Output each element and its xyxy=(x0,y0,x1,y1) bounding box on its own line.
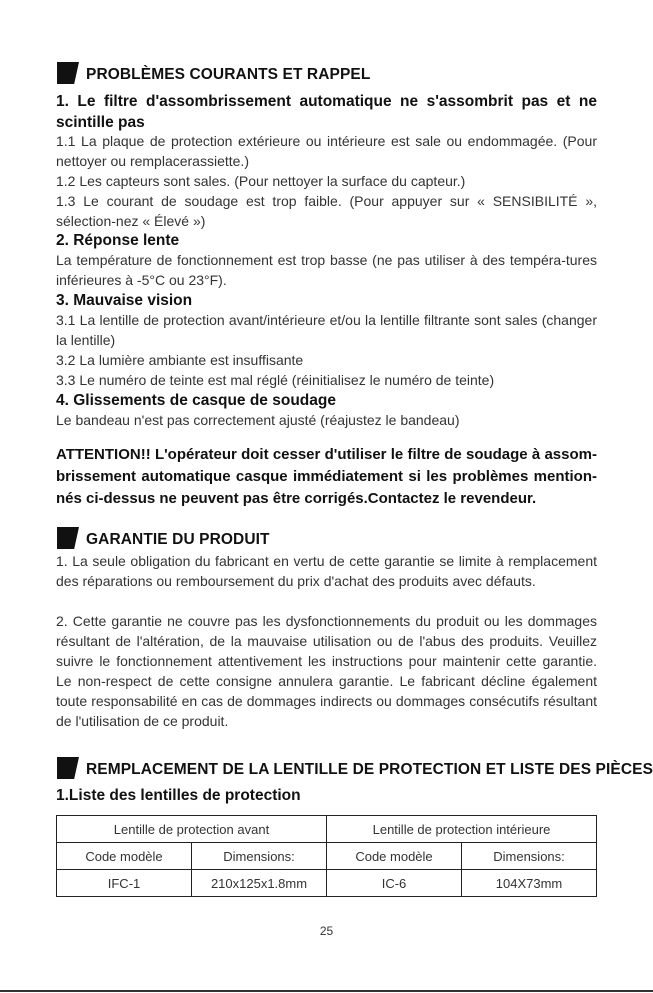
lens-list-title: 1.Liste des lentilles de protection xyxy=(56,787,301,804)
section-heading-problems xyxy=(57,62,370,84)
problem-2-title: 2. Réponse lente xyxy=(56,232,180,249)
problem-1-title: 1. Le filtre d'assombrissement automatique ne s'assombrit pas et ne scintille pas xyxy=(56,93,597,131)
problem-1-3: 1.3 Le courant de soudage est trop faible. (Pour appuyer sur « SENSIBILITÉ », sélection-nez « Élevé ») xyxy=(56,193,597,229)
table-header-cell: Code modèle xyxy=(327,843,462,870)
warranty-paragraph-2: 2. Cette garantie ne couvre pas les dysfonctionnements du produit ou les dommages résultant de l'altération, de la mauvaise utilisation ou de l'abus des produits. Veuillez suivre le fonctionnement attentivement les instructions pour maintenir cette garantie. Le non-respect de cette consigne annulera garantie. Le fabricant décline également toute responsabilité en cas de dommages indirects ou dommages consécutifs résultant de l'utilisation de ce produit. xyxy=(56,613,597,729)
problem-4-title: 4. Glissements de casque de soudage xyxy=(56,392,336,409)
warranty-paragraph-1: 1. La seule obligation du fabricant en vertu de cette garantie se limite à remplacement des réparations ou remboursement du prix d'achat des produits avec défauts. xyxy=(56,553,597,589)
problem-2-text: La température de fonctionnement est trop basse (ne pas utiliser à des tempéra-tures inférieures à -5°C ou 23°F). xyxy=(56,252,597,288)
problem-4-text: Le bandeau n'est pas correctement ajusté (réajustez le bandeau) xyxy=(56,412,460,428)
table-cell: IC-6 xyxy=(327,870,462,897)
section-title: PROBLÈMES COURANTS ET RAPPEL xyxy=(86,66,371,83)
table-row xyxy=(57,870,597,897)
table-header-cell: Code modèle xyxy=(57,843,192,870)
table-group-row xyxy=(57,816,597,843)
section-title: REMPLACEMENT DE LA LENTILLE DE PROTECTION ET LISTE DES PIÈCES xyxy=(86,761,653,778)
section-heading-parts xyxy=(57,757,653,779)
table-header-row xyxy=(57,843,597,870)
problem-3-2: 3.2 La lumière ambiante est insuffisante xyxy=(56,352,304,368)
section-title: GARANTIE DU PRODUIT xyxy=(86,531,270,548)
table-group-front: Lentille de protection avant xyxy=(57,816,327,843)
problem-1-2: 1.2 Les capteurs sont sales. (Pour nettoyer la surface du capteur.) xyxy=(56,173,466,189)
table-header-cell: Dimensions: xyxy=(462,843,597,870)
problem-3-3: 3.3 Le numéro de teinte est mal réglé (réinitialisez le numéro de teinte) xyxy=(56,372,495,388)
section-marker-icon xyxy=(57,62,79,84)
section-marker-icon xyxy=(57,527,79,549)
problem-1-1: 1.1 La plaque de protection extérieure ou intérieure est sale ou endommagée. (Pour nettoyer ou remplacerassiette.) xyxy=(56,133,597,169)
lens-parts-table xyxy=(56,815,597,897)
problem-3-title: 3. Mauvaise vision xyxy=(56,292,193,309)
table-cell: 104X73mm xyxy=(462,870,597,897)
problem-3-1: 3.1 La lentille de protection avant/intérieure et/ou la lentille filtrante sont sales (changer la lentille) xyxy=(56,312,597,348)
table-header-cell: Dimensions: xyxy=(192,843,327,870)
section-heading-warranty xyxy=(57,527,270,549)
bottom-rule xyxy=(0,990,653,992)
table-group-inner: Lentille de protection intérieure xyxy=(327,816,597,843)
page-number: 25 xyxy=(319,924,334,938)
table-cell: 210x125x1.8mm xyxy=(192,870,327,897)
attention-notice: ATTENTION!! L'opérateur doit cesser d'utiliser le filtre de soudage à assom-brissement automatique casque immédiatement si les problèmes mention-nés ci-dessus ne peuvent pas être corrigés.Contactez le revendeur. xyxy=(56,446,597,507)
table-cell: IFC-1 xyxy=(57,870,192,897)
section-marker-icon xyxy=(57,757,79,779)
